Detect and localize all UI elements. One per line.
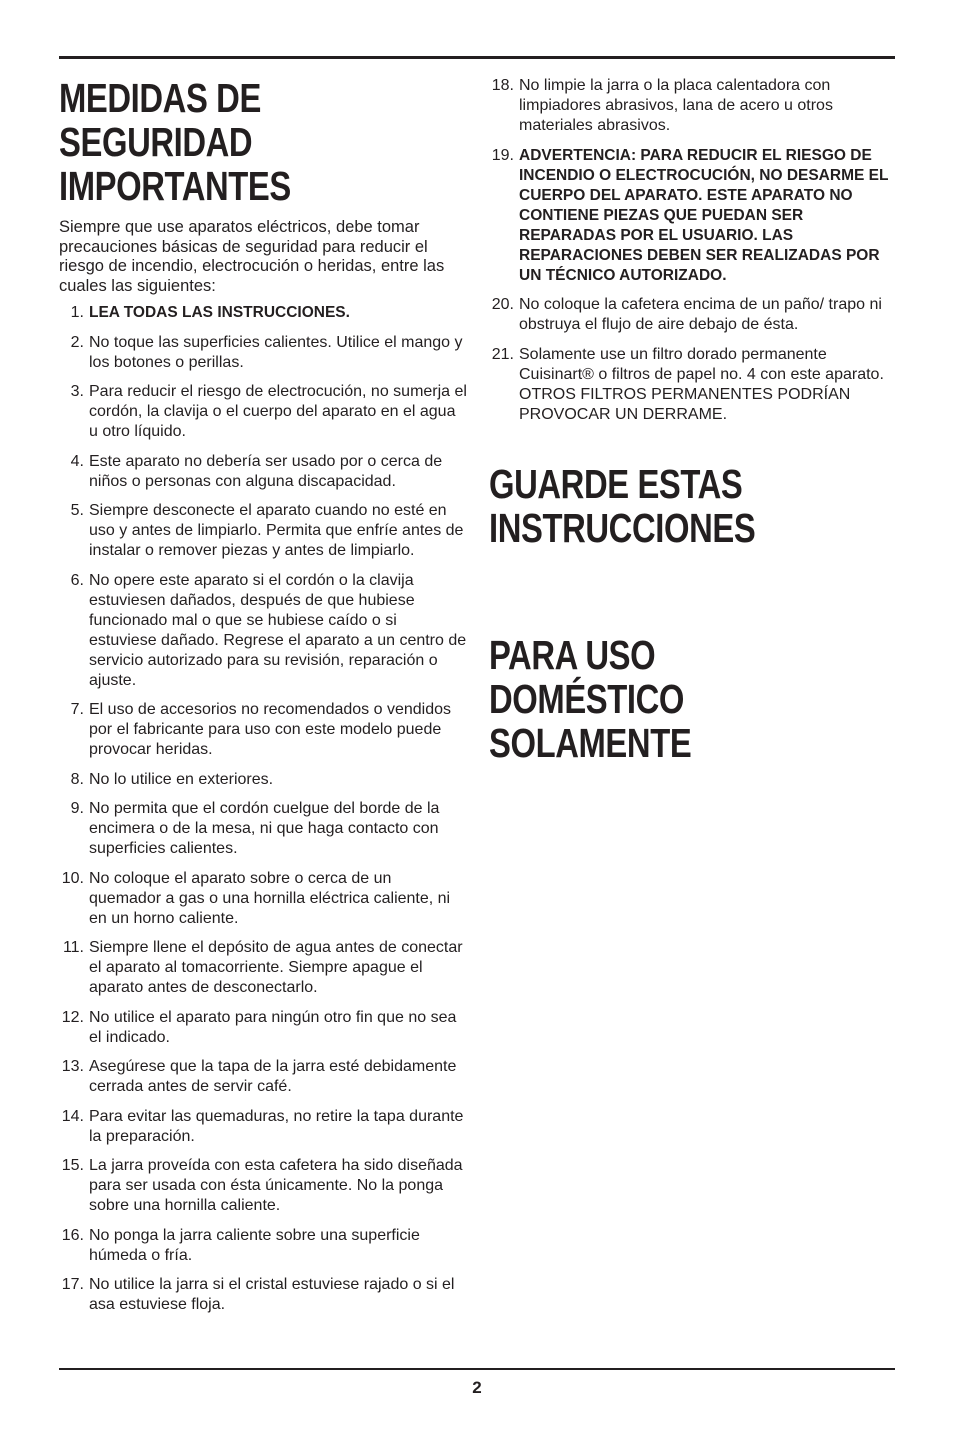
save-instructions-heading: [489, 462, 899, 550]
list-item-text: No coloque la cafetera encima de un paño/ trapo ni obstruya el flujo de aire debajo de ésta.: [519, 296, 882, 333]
page-number: 2: [472, 1378, 482, 1397]
heading-line: PARA USO: [489, 632, 656, 678]
list-item-number: 21.: [491, 345, 514, 363]
top-rule: [59, 56, 895, 59]
list-item-number: 3.: [70, 383, 84, 400]
list-item-number: 13.: [61, 1058, 84, 1075]
list-item: [59, 382, 467, 442]
list-item-text: No coloque el aparato sobre o cerca de un quemador a gas o una hornilla eléctrica caliente, ni en un horno caliente.: [89, 869, 451, 927]
list-item-number: 6.: [70, 571, 84, 589]
list-item: [59, 1008, 467, 1048]
list-item: [59, 869, 467, 929]
list-item: [489, 76, 899, 136]
list-item-number: 4.: [70, 452, 84, 470]
list-item-text: ADVERTENCIA: PARA REDUCIR EL RIESGO DE INCENDIO O ELECTROCUCIÓN, NO DESARME EL CUERPO DEL APARATO. ESTE APARATO NO CONTIENE PIEZAS QUE PUEDAN SER REPARADAS POR EL USUARIO. LAS REPARACIONES DEBEN SER REALIZADAS POR UN TÉCNICO AUTORIZADO.: [519, 146, 889, 284]
list-item: [59, 571, 467, 691]
list-item-number: 11.: [62, 939, 84, 956]
list-item: [59, 1275, 467, 1315]
heading-line: INSTRUCCIONES: [489, 505, 756, 551]
list-item: [59, 770, 467, 790]
page-title-line: IMPORTANTES: [59, 163, 291, 209]
list-item-text: No permita que el cordón cuelgue del borde de la encimera o de la mesa, ni que haga contacto con superficies calientes.: [89, 800, 440, 857]
list-item-number: 5.: [70, 502, 84, 519]
list-item: [59, 700, 467, 760]
list-item: [59, 1057, 467, 1097]
list-item: [59, 938, 467, 998]
list-item-number: 19.: [491, 146, 514, 164]
list-item-number: 18.: [491, 77, 514, 94]
heading-line: GUARDE ESTAS: [489, 461, 743, 507]
list-item: [59, 799, 467, 859]
list-item-text: No utilice la jarra si el cristal estuviese rajado o si el asa estuviese floja.: [89, 1276, 455, 1313]
page-title-line: MEDIDAS DE: [59, 75, 261, 121]
list-item-number: 12.: [61, 1008, 84, 1026]
list-item: [59, 1156, 467, 1216]
list-item-text: No toque las superficies calientes. Utilice el mango y los botones o perillas.: [89, 333, 463, 371]
list-item-text: No lo utilice en exteriores.: [89, 770, 274, 788]
list-item: [489, 146, 899, 286]
list-item-number: 17.: [61, 1276, 84, 1293]
list-item-text: La jarra proveída con esta cafetera ha sido diseñada para ser usada con ésta únicamente. No la ponga sobre una hornilla caliente.: [89, 1157, 463, 1214]
list-item-number: 8.: [70, 770, 84, 788]
list-item-text: LEA TODAS LAS INSTRUCCIONES.: [89, 304, 350, 321]
list-item: [59, 452, 467, 492]
list-item: [489, 345, 899, 425]
household-use-heading: [489, 633, 899, 765]
heading-line: SOLAMENTE: [489, 720, 692, 766]
list-item-text: Este aparato no debería ser usado por o cerca de niños o personas con alguna discapacidad.: [89, 452, 443, 490]
list-item-text: Siempre desconecte el aparato cuando no esté en uso y antes de limpiarlo. Permita que enfríe antes de instalar o remover piezas y antes de limpiarlo.: [89, 502, 464, 559]
list-item-text: Asegúrese que la tapa de la jarra esté debidamente cerrada antes de servir café.: [89, 1058, 457, 1095]
list-item-text: El uso de accesorios no recomendados o vendidos por el fabricante para uso con este modelo puede provocar heridas.: [89, 701, 451, 758]
list-item: [59, 1226, 467, 1266]
list-item-number: 10.: [61, 869, 84, 887]
list-item-number: 7.: [70, 701, 84, 718]
page-title-line: SEGURIDAD: [59, 119, 253, 165]
bottom-rule: [59, 1368, 895, 1370]
list-item-number: 14.: [61, 1107, 84, 1125]
list-item-text: No limpie la jarra o la placa calentadora con limpiadores abrasivos, lana de acero u otros materiales abrasivos.: [519, 77, 833, 134]
list-item-number: 20.: [491, 296, 514, 313]
list-item-text: Para evitar las quemaduras, no retire la tapa durante la preparación.: [89, 1107, 464, 1145]
heading-line: DOMÉSTICO: [489, 676, 685, 722]
list-item: [489, 295, 899, 335]
page-title: [59, 76, 467, 208]
list-item-number: 1.: [70, 304, 84, 321]
list-item-number: 2.: [70, 333, 84, 351]
list-item-text: Para reducir el riesgo de electrocución, no sumerja el cordón, la clavija o el cuerpo del aparato en el agua u otro líquido.: [89, 383, 467, 440]
list-item: [59, 1107, 467, 1147]
list-item-number: 9.: [70, 800, 84, 817]
list-item: [59, 303, 467, 323]
intro-paragraph: Siempre que use aparatos eléctricos, debe tomar precauciones básicas de seguridad para reducir el riesgo de incendio, electrocución o heridas, entre las cuales las siguientes:: [59, 218, 445, 295]
list-item-text: No opere este aparato si el cordón o la clavija estuviesen dañados, después de que hubiese funcionado mal o que se hubiese caído o si estuviese dañado. Regrese el aparato a un centro de servicio autorizado para su revisión, reparación o ajuste.: [89, 571, 467, 689]
safety-list-left: [59, 303, 467, 1325]
list-item-number: 15.: [61, 1157, 84, 1174]
list-item-text: No ponga la jarra caliente sobre una superficie húmeda o fría.: [89, 1226, 420, 1264]
list-item-number: 16.: [61, 1226, 84, 1244]
list-item-text: No utilice el aparato para ningún otro fin que no sea el indicado.: [89, 1008, 457, 1046]
list-item: [59, 501, 467, 561]
list-item-text: Solamente use un filtro dorado permanente Cuisinart® o filtros de papel no. 4 con este aparato. OTROS FILTROS PERMANENTES PODRÍAN PROVOCAR UN DERRAME.: [519, 345, 884, 423]
list-item-text: Siempre llene el depósito de agua antes de conectar el aparato al tomacorriente. Siempre apague el aparato antes de desconectarlo.: [89, 939, 463, 996]
list-item: [59, 333, 467, 373]
safety-list-right: [489, 76, 899, 434]
